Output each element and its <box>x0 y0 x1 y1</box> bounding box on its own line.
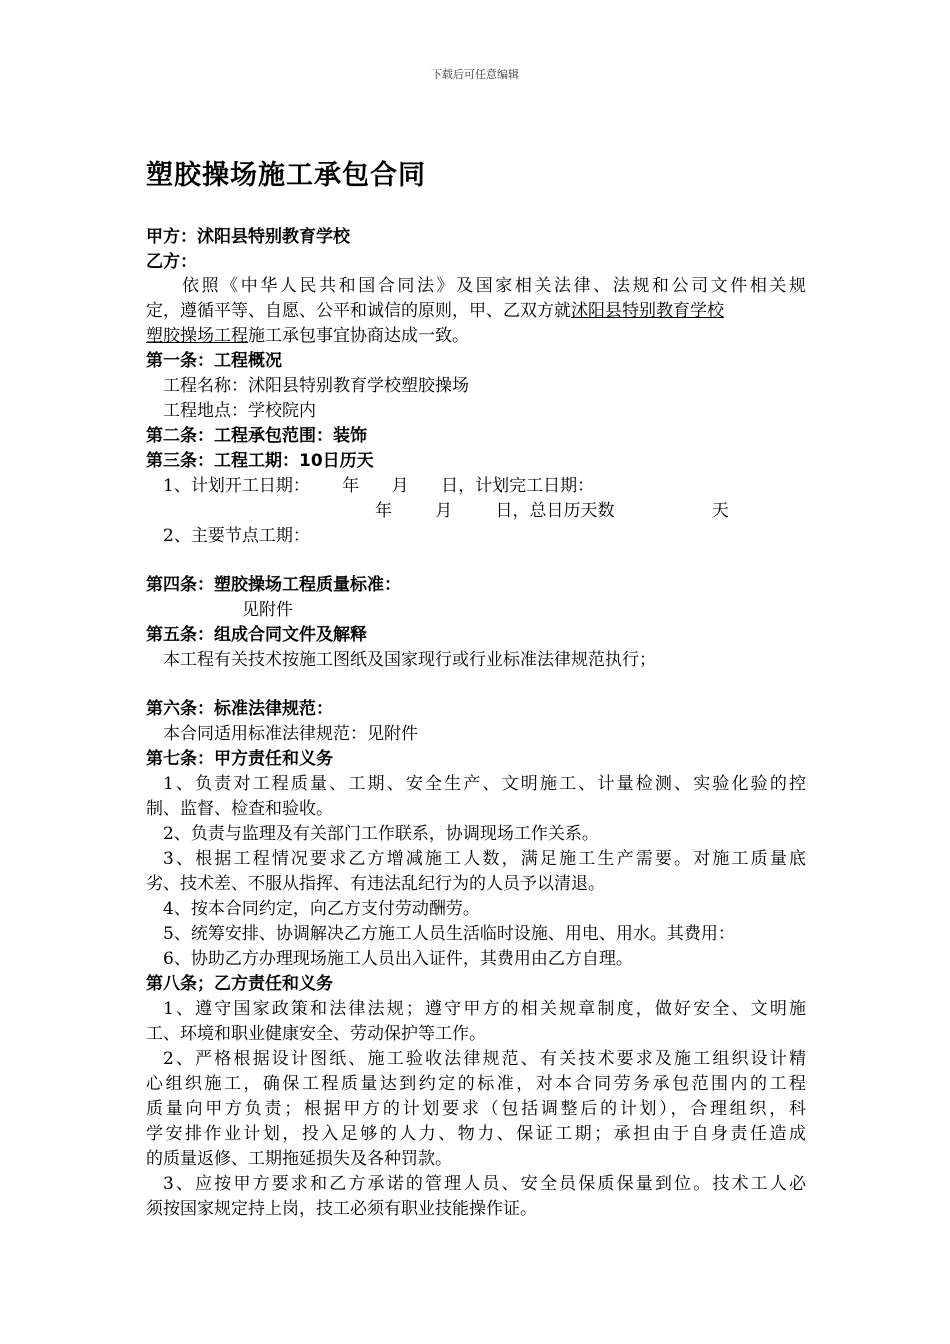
milestone-schedule: 2、主要节点工期： <box>163 526 310 546</box>
article-2-heading: 第二条：工程承包范围：装饰 <box>146 426 367 446</box>
article-8-item-2c: 质量向甲方负责；根据甲方的计划要求（包括调整后的计划），合理组织，科 <box>146 1099 806 1119</box>
project-site: 工程地点：学校院内 <box>163 401 316 421</box>
article-6-heading: 第六条：标准法律规范： <box>146 699 333 719</box>
article-7-item-1b: 制、监督、检查和验收。 <box>146 799 333 819</box>
article-8-item-3a: 3、应按甲方要求和乙方承诺的管理人员、安全员保质保量到位。技术工人必 <box>163 1174 806 1194</box>
intro-line-2 <box>146 299 806 323</box>
article-8-heading: 第八条；乙方责任和义务 <box>146 974 333 994</box>
article-8-item-2a: 2、严格根据设计图纸、施工验收法律规范、有关技术要求及施工组织设计精 <box>163 1049 806 1069</box>
article-7-item-1a: 1、负责对工程质量、工期、安全生产、文明施工、计量检测、实验化验的控 <box>163 774 806 794</box>
schedule-start: 1、计划开工日期： 年 月 日，计划完工日期： <box>163 476 595 496</box>
article-7-item-6: 6、协助乙方办理现场施工人员出入证件，其费用由乙方自理。 <box>163 949 633 969</box>
article-8-item-1a: 1、遵守国家政策和法律法规；遵守甲方的相关规章制度，做好安全、文明施 <box>163 999 806 1019</box>
article-7-item-3a: 3、根据工程情况要求乙方增减施工人数，满足施工生产需要。对施工质量底 <box>163 849 806 869</box>
article-8-item-2b: 心组织施工，确保工程质量达到约定的标准，对本合同劳务承包范围内的工程 <box>146 1074 806 1094</box>
intro-school-name: 沭阳县特别教育学校 <box>571 301 724 321</box>
party-b: 乙方： <box>146 252 197 272</box>
document-title: 塑胶操场施工承包合同 <box>146 160 426 191</box>
quality-standard: 见附件 <box>242 600 293 620</box>
article-8-item-3b: 须按国家规定持上岗，技工必须有职业技能操作证。 <box>146 1199 537 1219</box>
article-7-item-4: 4、按本合同约定，向乙方支付劳动酬劳。 <box>163 899 480 919</box>
article-8-item-1b: 工、环境和职业健康安全、劳动保护等工作。 <box>146 1024 486 1044</box>
article-5-body: 本工程有关技术按施工图纸及国家现行或行业标准法律规范执行； <box>163 650 656 670</box>
article-8-item-2d: 学安排作业计划，投入足够的人力、物力、保证工期；承担由于自身责任造成 <box>146 1124 806 1144</box>
article-8-item-2e: 的质量返修、工期拖延损失及各种罚款。 <box>146 1149 452 1169</box>
article-7-item-5: 5、统筹安排、协调解决乙方施工人员生活临时设施、用电、用水。其费用： <box>163 924 735 944</box>
schedule-end: 年 月 日，总日历天数 天 <box>375 501 729 521</box>
article-6-body: 本合同适用标准法律规范：见附件 <box>163 724 418 744</box>
article-3-heading: 第三条：工程工期：10日历天 <box>146 451 374 471</box>
intro-line-3 <box>146 324 469 348</box>
party-a: 甲方：沭阳县特别教育学校 <box>146 227 350 247</box>
page-header-note: 下载后可任意编辑 <box>431 68 519 81</box>
intro-line-3-text: 施工承包事宜协商达成一致。 <box>248 326 469 346</box>
intro-project-name: 塑胶操场工程 <box>146 326 248 346</box>
article-1-heading: 第一条：工程概况 <box>146 351 282 371</box>
project-name: 工程名称：沭阳县特别教育学校塑胶操场 <box>163 376 469 396</box>
article-5-heading: 第五条：组成合同文件及解释 <box>146 625 367 645</box>
intro-line-2-text: 定，遵循平等、自愿、公平和诚信的原则，甲、乙双方就 <box>146 301 571 321</box>
article-4-heading: 第四条：塑胶操场工程质量标准： <box>146 575 401 595</box>
article-7-heading: 第七条：甲方责任和义务 <box>146 749 333 769</box>
article-7-item-3b: 劣、技术差、不服从指挥、有违法乱纪行为的人员予以清退。 <box>146 874 605 894</box>
intro-line-1: 依照《中华人民共和国合同法》及国家相关法律、法规和公司文件相关规 <box>182 276 806 296</box>
article-7-item-2: 2、负责与监理及有关部门工作联系，协调现场工作关系。 <box>163 824 599 844</box>
